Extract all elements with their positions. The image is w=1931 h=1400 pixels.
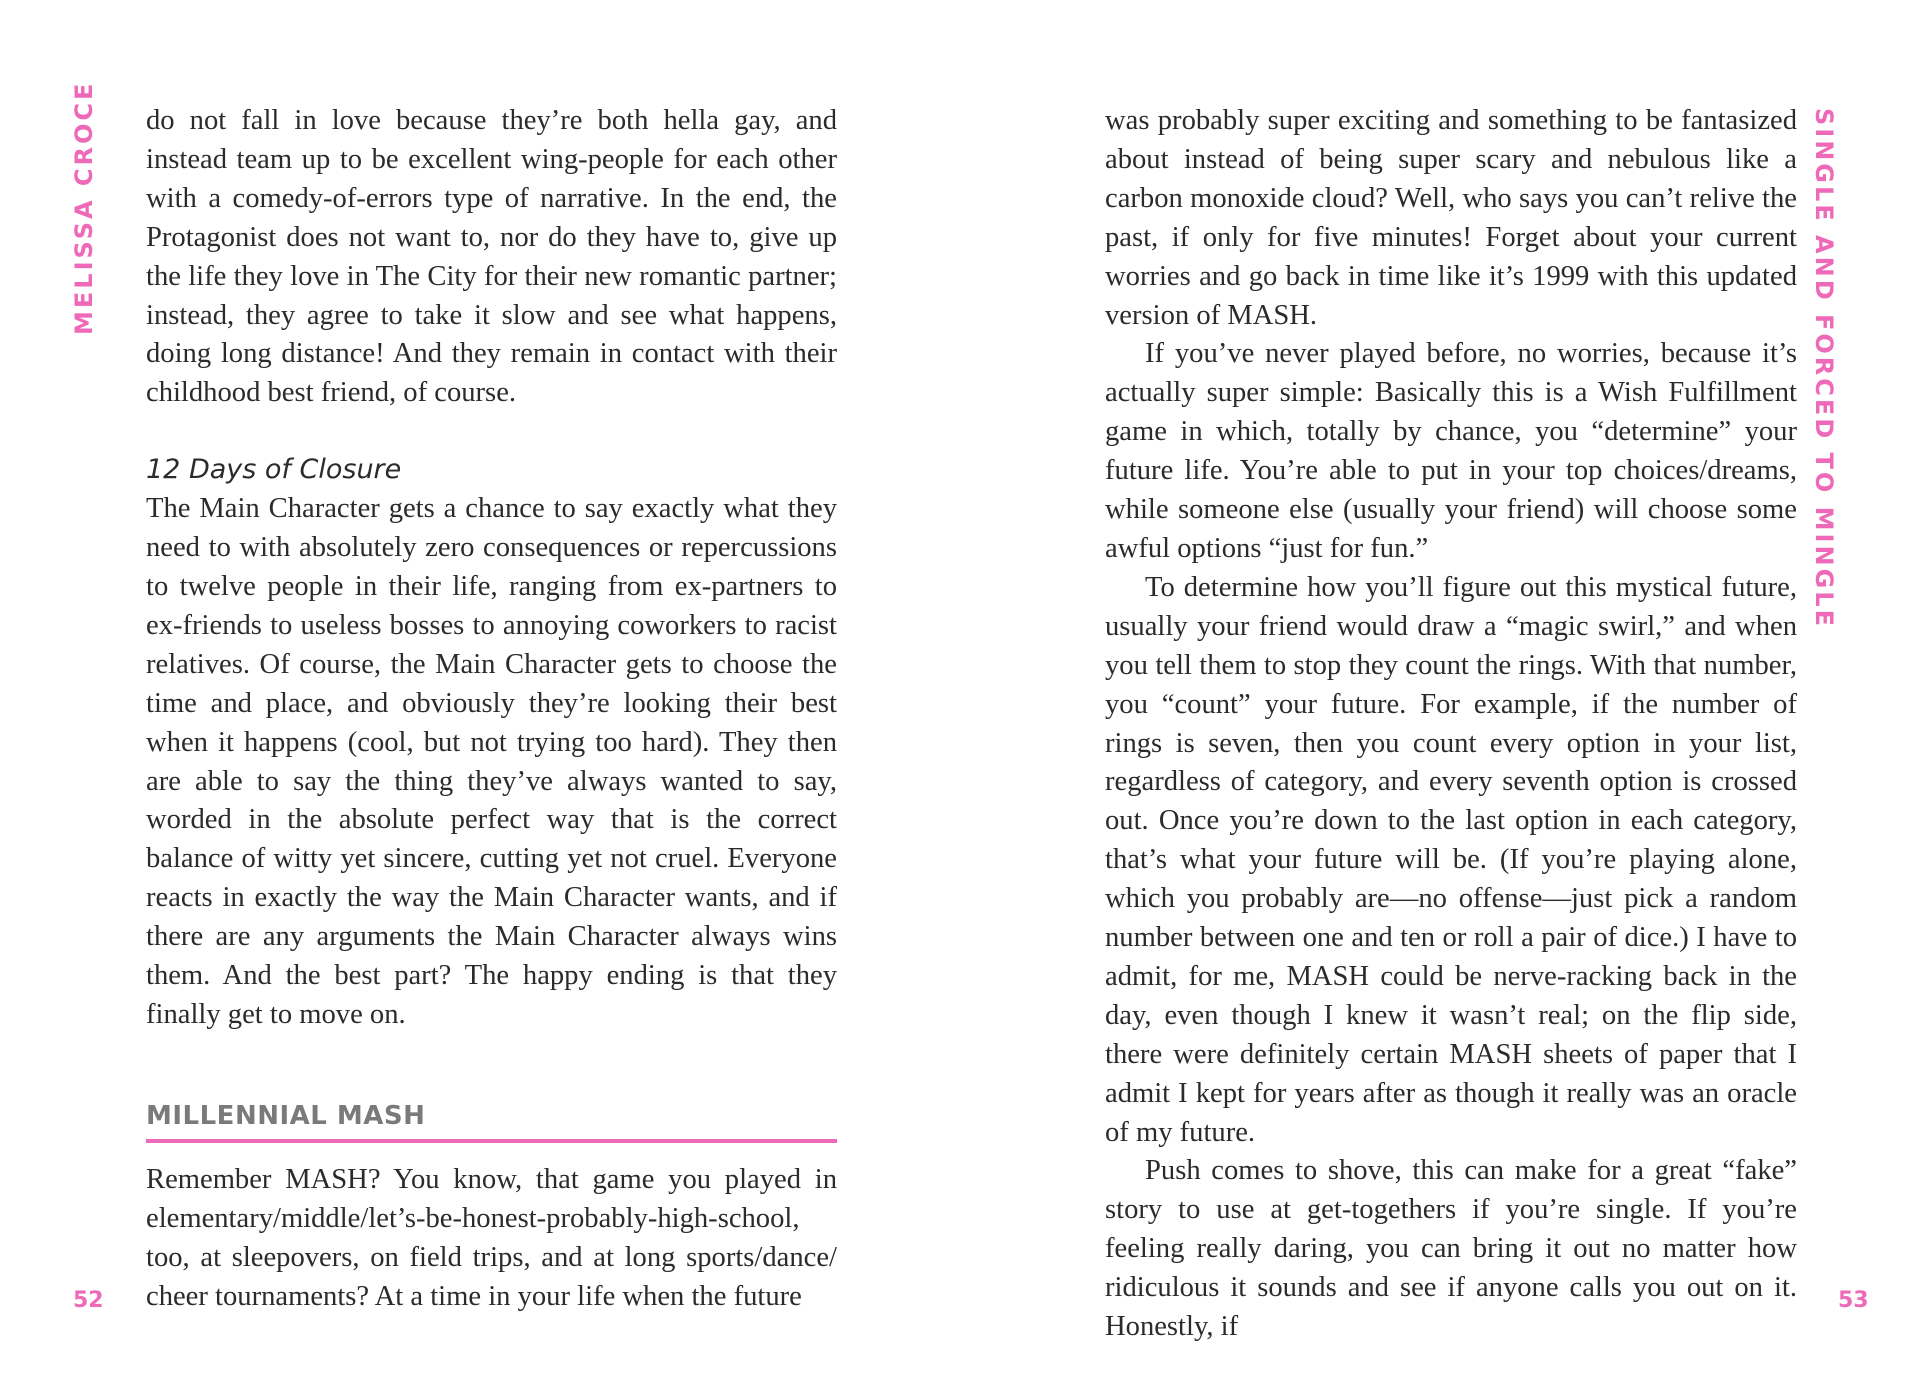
- right-page-number: 53: [1838, 1288, 1869, 1313]
- mash-intro-paragraph: Remember MASH? You know, that game you played in elementary/middle/let’s-be-honest-probably-high-school, too, at sleepovers, on field trips, and at long sports/dance/ cheer tournaments? At a time in your life when the future: [146, 1163, 837, 1312]
- left-running-head: MELISSA CROCE: [70, 80, 98, 335]
- right-continuation-paragraph: was probably super exciting and something to be fantasized about instead of being super scary and nebulous like a carbon monoxide cloud? Well, who says you can’t relive the past, if only for five minutes! Forget about your current worries and go back in time like it’s 1999 with this updated version of MASH.: [1105, 105, 1797, 331]
- left-text-column: [146, 102, 837, 1316]
- right-text-column: [1105, 102, 1797, 1347]
- right-paragraph-3: To determine how you’ll figure out this mystical future, usually your friend would draw a “magic swirl,” and when you tell them to stop they count the rings. With that number, you “count” your future. For example, if the number of rings is seven, then you count every option in your list, regardless of category, and every seventh option is crossed out. Once you’re down to the last option in each category, that’s what your future will be. (If you’re playing alone, which you probably are—no offense—just pick a random number between one and ten or roll a pair of dice.) I have to admit, for me, MASH could be nerve-racking back in the day, even though I knew it wasn’t real; on the flip side, there were definitely certain MASH sheets of paper that I admit I kept for years after as though it really was an oracle of my future.: [1105, 571, 1797, 1148]
- right-paragraph-2: If you’ve never played before, no worries, because it’s actually super simple: Basically this is a Wish Fulfillment game in which, totally by chance, you “determine” your future life. You’re able to put in your top choices/dreams, while someone else (usually your friend) will choose some awful options “just for fun.”: [1105, 338, 1797, 564]
- section-heading-block: [146, 1097, 837, 1143]
- right-paragraph-4: Push comes to shove, this can make for a great “fake” story to use at get-togethers if you’re single. If you’re feeling really daring, you can bring it out no matter how ridiculous it sounds and see if anyone calls you out on it. Honestly, if: [1105, 1155, 1797, 1343]
- section-heading-rule: [146, 1139, 837, 1143]
- closure-subheading: 12 Days of Closure: [146, 454, 402, 486]
- left-continuation-paragraph: do not fall in love because they’re both hella gay, and instead team up to be excellent wing-people for each other with a comedy-of-errors type of narrative. In the end, the Protagonist does not want to, nor do they have to, give up the life they love in The City for their new romantic partner; instead, they agree to take it slow and see what happens, doing long distance! And they remain in contact with their childhood best friend, of course.: [146, 105, 837, 409]
- closure-paragraph: The Main Character gets a chance to say exactly what they need to with absolutely zero consequences or repercussions to twelve people in their life, ranging from ex-partners to ex-friends to useless bosses to annoying coworkers to racist relatives. Of course, the Main Character gets to choose the time and place, and obviously they’re looking their best when it happens (cool, but not trying too hard). They then are able to say the thing they’ve always wanted to say, worded in the absolute perfect way that is the correct balance of witty yet sincere, cutting yet not cruel. Everyone reacts in exactly the way the Main Character wants, and if there are any arguments the Main Character always wins them. And the best part? The happy ending is that they finally get to move on.: [146, 493, 837, 1030]
- right-running-head: SINGLE AND FORCED TO MINGLE: [1810, 108, 1838, 629]
- left-page-number: 52: [73, 1288, 104, 1313]
- section-heading: MILLENNIAL MASH: [146, 1100, 426, 1131]
- left-page: [0, 0, 965, 1400]
